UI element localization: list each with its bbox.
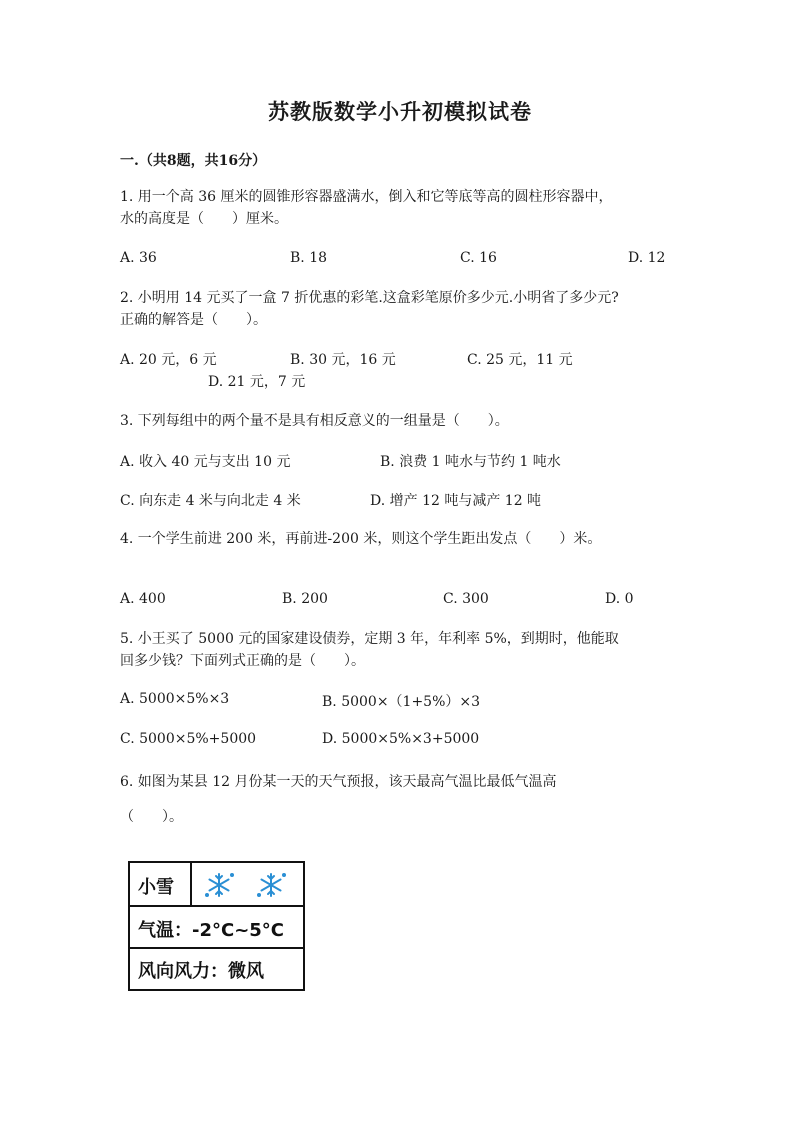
q3-option-c: C. 向东走 4 米与向北走 4 米	[120, 493, 301, 509]
q2-option-c: C. 25 元，11 元	[467, 352, 573, 368]
question-3-line-1: 3. 下列每组中的两个量不是具有相反意义的一组量是（ ）。	[120, 413, 509, 429]
q4-option-a: A. 400	[120, 591, 166, 607]
weather-forecast-card	[128, 861, 305, 991]
q2-option-d: D. 21 元，7 元	[208, 374, 306, 390]
question-1-line-1: 1. 用一个高 36 厘米的圆锥形容器盛满水，倒入和它等底等高的圆柱形容器中，	[120, 189, 613, 205]
section-heading: 一.（共8题，共16分）	[120, 153, 267, 169]
weather-condition: 小雪	[138, 877, 174, 898]
weather-temperature: 气温：-2°C~5°C	[138, 920, 285, 941]
weather-wind: 风向风力：微风	[138, 961, 264, 982]
q1-option-c: C. 16	[460, 250, 497, 266]
q1-option-d: D. 12	[628, 250, 666, 266]
question-2-line-1: 2. 小明用 14 元买了一盒 7 折优惠的彩笔.这盒彩笔原价多少元.小明省了多少元?	[120, 290, 619, 306]
page-title: 苏教版数学小升初模拟试卷	[268, 99, 532, 124]
weather-wind-row	[130, 949, 303, 989]
question-6-line-2: （ ）。	[120, 809, 183, 825]
q2-option-a: A. 20 元，6 元	[120, 352, 217, 368]
q3-option-d: D. 增产 12 吨与减产 12 吨	[370, 493, 542, 509]
snowflake-icon	[202, 869, 236, 901]
q4-option-b: B. 200	[282, 591, 328, 607]
question-4-line-1: 4. 一个学生前进 200 米，再前进-200 米，则这个学生距出发点（ ）米。	[120, 531, 602, 547]
question-6-line-1: 6. 如图为某县 12 月份某一天的天气预报，该天最高气温比最低气温高	[120, 774, 557, 790]
q1-option-a: A. 36	[120, 250, 157, 266]
snowflake-icon	[254, 869, 288, 901]
weather-temperature-row	[130, 907, 303, 949]
q5-option-a: A. 5000×5%×3	[120, 691, 230, 707]
q3-option-a: A. 收入 40 元与支出 10 元	[120, 454, 291, 470]
q4-option-d: D. 0	[605, 591, 634, 607]
q5-option-d: D. 5000×5%×3+5000	[322, 731, 480, 747]
question-1-line-2: 水的高度是（ ）厘米。	[120, 211, 288, 227]
question-2-line-2: 正确的解答是（ ）。	[120, 312, 267, 328]
q4-option-c: C. 300	[443, 591, 489, 607]
q3-option-b: B. 浪费 1 吨水与节约 1 吨水	[380, 454, 561, 470]
q5-option-b: B. 5000×（1+5%）×3	[322, 694, 481, 710]
q2-option-b: B. 30 元，16 元	[290, 352, 396, 368]
question-5-line-1: 5. 小王买了 5000 元的国家建设债券，定期 3 年，年利率 5%，到期时，他能取	[120, 631, 619, 647]
q5-option-c: C. 5000×5%+5000	[120, 731, 257, 747]
q1-option-b: B. 18	[290, 250, 328, 266]
question-5-line-2: 回多少钱？下面列式正确的是（ ）。	[120, 653, 365, 669]
weather-condition-row	[130, 863, 303, 907]
